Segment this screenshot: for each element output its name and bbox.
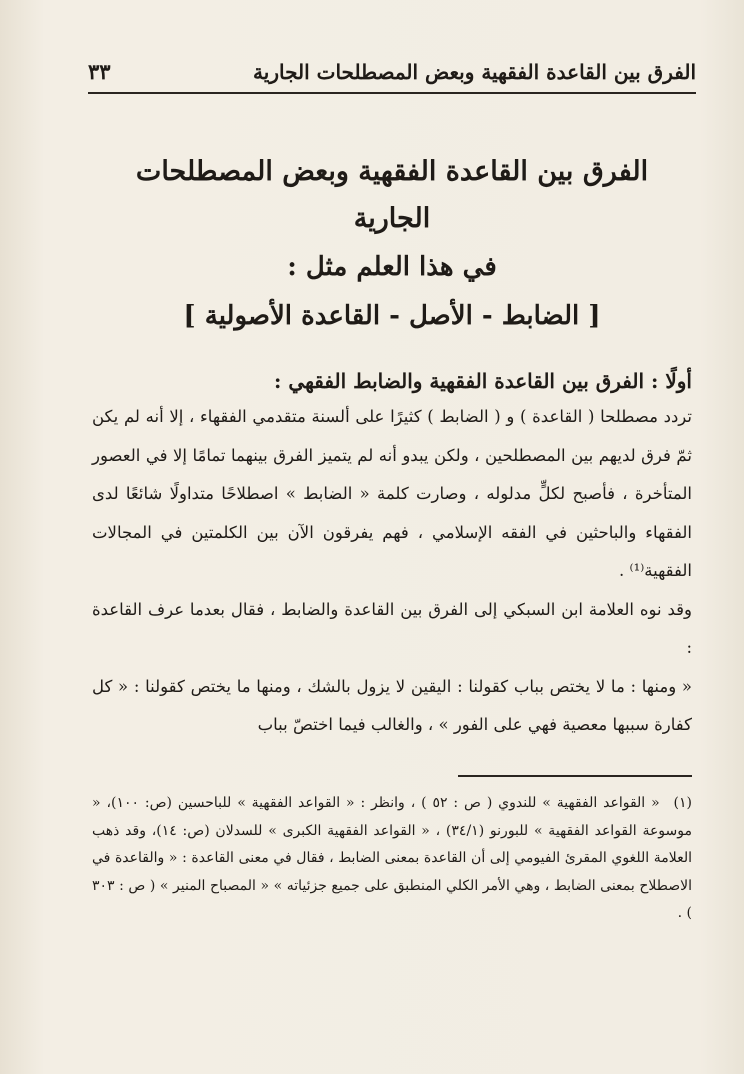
heading-line-4: [ الضابط - الأصل - القاعدة الأصولية ]: [183, 301, 601, 331]
paragraph: « ومنها : ما لا يختص بباب كقولنا : اليقين لا يزول بالشك ، ومنها ما يختص كقولنا : « كل كفارة سببها معصية فهي على الفور » ، والغالب فيما اختصّ بباب: [92, 676, 692, 734]
page-number: ٣٣: [88, 59, 111, 84]
paragraph: تردد مصطلحا ( القاعدة ) و ( الضابط ) كثيرًا على ألسنة متقدمي الفقهاء ، إلا أنه لم يكن ثمّ فرق لديهم بين المصطلحين ، ولكن يبدو أنه لم يتميز الفرق بينهما تمامًا إلا في العصور المتأخرة ، فأصبح لكلٍّ مدلوله ، وصارت كلمة « الضابط » اصطلاحًا متداولًا شائعًا لدى الفقهاء والباحثين في الفقه الإسلامي ، فهم يفرقون الآن بين الكلمتين في المجالات الفقهية⁽¹⁾ .: [92, 407, 692, 580]
footnote-divider: [458, 775, 692, 777]
running-head: [88, 40, 696, 94]
body-text: [92, 398, 692, 745]
footnote: [92, 790, 692, 928]
footnote-text: « القواعد الفقهية » للندوي ( ص : ٥٢ ) ، وانظر : « القواعد الفقهية » للباحسين (ص: ١٠٠)، « موسوعة القواعد الفقهية » للبورنو (٣٤/١) ، « القواعد الفقهية الكبرى » للسدلان (ص: ١٤)، وقد ذهب العلامة اللغوي المقرئ الفيومي إلى أن القاعدة بمعنى الضابط ، فقال في معنى القاعدة : « والقاعدة في الاصطلاح بمعنى الضابط ، وهي الأمر الكلي المنطبق على جميع جزئياته » « المصباح المنير » ( ص : ٣٠٣ ) .: [92, 795, 692, 921]
heading-line-3: في هذا العلم مثل :: [287, 252, 497, 282]
running-head-title: الفرق بين القاعدة الفقهية وبعض المصطلحات الجارية: [253, 60, 696, 84]
heading-line-2: الجارية: [353, 203, 431, 234]
heading-line-1: الفرق بين القاعدة الفقهية وبعض المصطلحات: [135, 156, 649, 187]
footnote-marker: (١): [673, 795, 693, 811]
section-heading: أولًا : الفرق بين القاعدة الفقهية والضابط الفقهي :: [274, 369, 692, 393]
chapter-heading: [92, 148, 692, 340]
paragraph: وقد نوه العلامة ابن السبكي إلى الفرق بين القاعدة والضابط ، فقال بعدما عرف القاعدة :: [92, 599, 692, 657]
